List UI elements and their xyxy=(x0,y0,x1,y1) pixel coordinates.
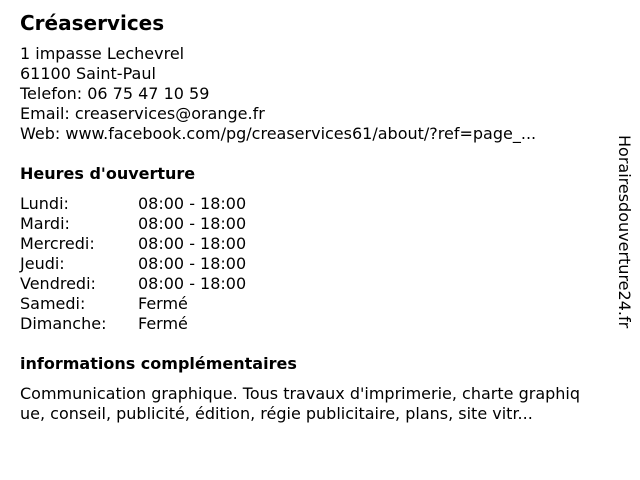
phone-line: Telefon: 06 75 47 10 59 xyxy=(20,84,210,103)
info-description: Communication graphique. Tous travaux d'imprimerie, charte graphique, conseil, publicité, édition, régie publicitaire, plans, site vitr... xyxy=(20,384,581,423)
day-label: Mardi: xyxy=(20,214,70,233)
business-card xyxy=(20,10,605,424)
day-label: Lundi: xyxy=(20,194,69,213)
day-label: Jeudi: xyxy=(20,254,65,273)
web-line: Web: www.facebook.com/pg/creaservices61/about/?ref=page_... xyxy=(20,124,537,143)
hours-row-friday xyxy=(20,274,605,294)
time-value: 08:00 - 18:00 xyxy=(138,274,247,293)
time-value: Fermé xyxy=(138,314,188,333)
time-value: 08:00 - 18:00 xyxy=(138,254,247,273)
time-value: 08:00 - 18:00 xyxy=(138,194,247,213)
hours-row-monday xyxy=(20,194,605,214)
hours-heading: Heures d'ouverture xyxy=(20,164,196,183)
business-name: Créaservices xyxy=(20,11,165,35)
info-heading: informations complémentaires xyxy=(20,354,297,373)
email-line: Email: creaservices@orange.fr xyxy=(20,104,265,123)
day-label: Samedi: xyxy=(20,294,86,313)
hours-row-sunday xyxy=(20,314,605,334)
day-label: Vendredi: xyxy=(20,274,96,293)
hours-row-tuesday xyxy=(20,214,605,234)
hours-row-wednesday xyxy=(20,234,605,254)
watermark-text: Horairesdouverture24.fr xyxy=(615,135,634,329)
day-label: Dimanche: xyxy=(20,314,107,333)
hours-table xyxy=(20,194,605,334)
hours-row-saturday xyxy=(20,294,605,314)
time-value: Fermé xyxy=(138,294,188,313)
day-label: Mercredi: xyxy=(20,234,95,253)
hours-row-thursday xyxy=(20,254,605,274)
address-line-1: 1 impasse Lechevrel xyxy=(20,44,185,63)
address-line-2: 61100 Saint-Paul xyxy=(20,64,156,83)
time-value: 08:00 - 18:00 xyxy=(138,214,247,233)
time-value: 08:00 - 18:00 xyxy=(138,234,247,253)
